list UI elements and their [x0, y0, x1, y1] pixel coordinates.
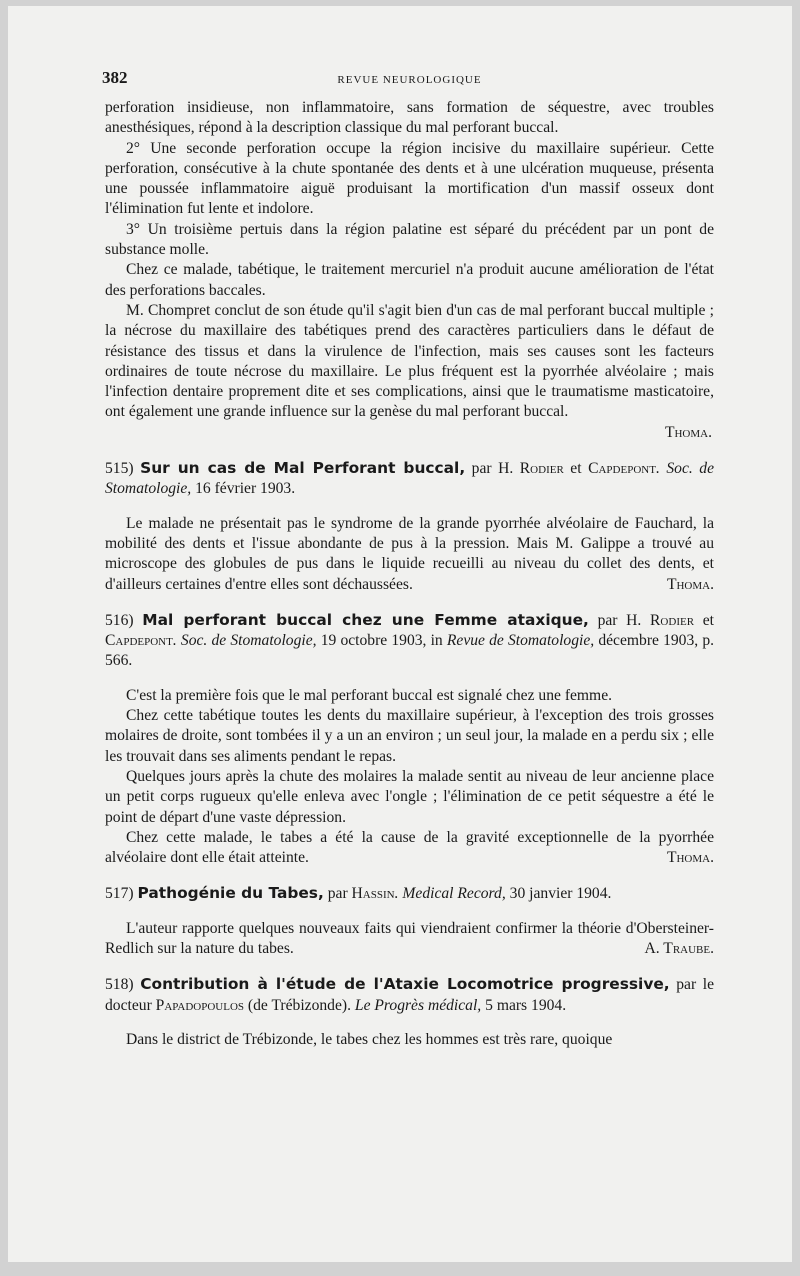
signature: Thoma. — [666, 849, 714, 867]
intro-section — [105, 98, 714, 443]
paragraph-text: Le malade ne présentait pas le syndrome de la grande pyorrhée alvéolaire de Fauchard, la mobilité des dents et l'issue abondante de pus à la pression. Mais M. Galippe a trouvé au microscope des globules de pus dans le liquide recueilli au niveau du collet des dents, et d'ailleurs certaines d'entre elles sont déchaussées. — [105, 514, 714, 593]
entry-authors-pre: par H. — [588, 611, 651, 629]
entry-authors-pre: par le docteur — [105, 976, 715, 1014]
paragraph: 3° Un troisième pertuis dans la région palatine est séparé du précédent par un pont de substance molle. — [105, 220, 714, 259]
entry-517 — [105, 883, 714, 959]
author-name: Hassin — [351, 885, 395, 903]
source-date: 19 octobre 1903, in — [316, 632, 447, 650]
source-date: 30 janvier 1904. — [505, 885, 612, 903]
author-name: Capdepont — [105, 632, 173, 650]
source-end: décembre 1903, p. 566. — [105, 632, 715, 670]
paragraph — [105, 919, 714, 960]
entry-authors-mid: et — [563, 460, 589, 478]
paragraph-text: Chez cette malade, le tabes a été la cause de la gravité exceptionnelle de la pyorrhée alvéolaire dont elle était atteinte. — [105, 828, 714, 867]
author-name: Capdepont — [588, 460, 656, 478]
source-journal: Le Progrès médical, — [354, 996, 482, 1014]
signature: A. Traube. — [644, 939, 714, 957]
entry-516 — [105, 610, 714, 869]
paragraph: perforation insidieuse, non inflammatoire, sans formation de séquestre, avec troubles anesthésiques, répond à la description classique du mal perforant buccal. — [105, 99, 714, 137]
entry-title: Pathogénie du Tabes, — [137, 884, 324, 903]
entry-number: 516) — [105, 611, 134, 629]
entry-number: 518) — [105, 976, 134, 994]
paragraph: C'est la première fois que le mal perforant buccal est signalé chez une femme. — [126, 686, 613, 704]
paragraph-text: L'auteur rapporte quelques nouveaux faits qui viendraient confirmer la théorie d'Obersteiner-Redlich sur la nature du tabes. — [105, 919, 714, 957]
entry-authors-mid: et — [694, 611, 714, 629]
signature: Thoma. — [664, 423, 712, 441]
paragraph: 2° Une seconde perforation occupe la région incisive du maxillaire supérieur. Cette perforation, consécutive à la chute spontanée des dents et à une ulcération muqueuse, présenta une poussée inflammatoire aiguë produisant la mortification d'un massif osseux dont l'élimination fut lente et indolore. — [105, 139, 714, 218]
document-page — [8, 6, 792, 1262]
entry-518 — [105, 974, 714, 1050]
source-date: 5 mars 1904. — [481, 996, 567, 1014]
author-name: Rodier — [650, 611, 695, 629]
paragraph — [105, 828, 714, 869]
entry-title: Sur un cas de Mal Perforant buccal, — [140, 459, 466, 478]
paragraph: Chez ce malade, tabétique, le traitement mercuriel n'a produit aucune amélioration de l'état des perforations baccales. — [105, 261, 714, 299]
entry-authors-pre: par — [323, 885, 352, 903]
entry-heading — [105, 610, 714, 672]
source-revue: Revue de Stomatologie, — [446, 632, 595, 650]
paragraph — [105, 514, 714, 595]
author-name: Rodier — [519, 460, 564, 478]
entry-heading — [105, 883, 714, 904]
page-header — [102, 68, 714, 98]
paragraph: Chez cette tabétique toutes les dents du maxillaire supérieur, à l'exception des trois grosses molaires de droite, sont tombées il y a un an environ ; un seul jour, la malade en a perdu six ; elle les trouvait dans ses aliments pendant le repas. — [105, 707, 714, 765]
signature: Thoma. — [666, 575, 714, 593]
source-date: 16 février 1903. — [191, 480, 296, 498]
source-journal: . Soc. de Stomatologie, — [172, 632, 317, 650]
entry-authors-mid: (de Trébizonde). — [244, 996, 355, 1014]
entry-number: 515) — [105, 460, 134, 478]
running-head: REVUE NEUROLOGIQUE — [337, 74, 482, 86]
entry-title: Contribution à l'étude de l'Ataxie Locomotrice progressive, — [140, 975, 670, 994]
source-journal: . Medical Record, — [394, 885, 506, 903]
entry-515 — [105, 458, 714, 595]
entry-title: Mal perforant buccal chez une Femme ataxique, — [142, 610, 589, 629]
paragraph: M. Chompret conclut de son étude qu'il s'agit bien d'un cas de mal perforant buccal multiple ; la nécrose du maxillaire des tabétiques prend des caractères particuliers dans le défaut de résistance des tissus et dans la virulence de l'infection, mais ses causes sont les facteurs ordinaires de toute nécrose du maxillaire. Le plus fréquent est la pyorrhée alvéolaire ; mais l'infection dentaire proprement dite et ses complications, ainsi que le traumatisme masticatoire, ont également une grande influence sur la genèse du mal perforant buccal. — [105, 301, 714, 421]
page-number: 382 — [102, 68, 128, 87]
entry-number: 517) — [105, 885, 134, 903]
source-journal: . Soc. de Stomatologie, — [105, 460, 714, 498]
author-name: Papadopoulos — [155, 996, 245, 1014]
paragraph: Dans le district de Trébizonde, le tabes chez les hommes est très rare, quoique — [126, 1030, 613, 1048]
entry-heading — [105, 458, 714, 500]
entry-authors-pre: par H. — [465, 460, 520, 478]
paragraph: Quelques jours après la chute des molaires la malade sentit au niveau de leur ancienne place un petit corps rugueux qu'elle enleva avec l'ongle ; l'élimination de ce petit séquestre a été le point de départ d'une vaste dépression. — [105, 767, 714, 826]
entry-heading — [105, 974, 714, 1016]
